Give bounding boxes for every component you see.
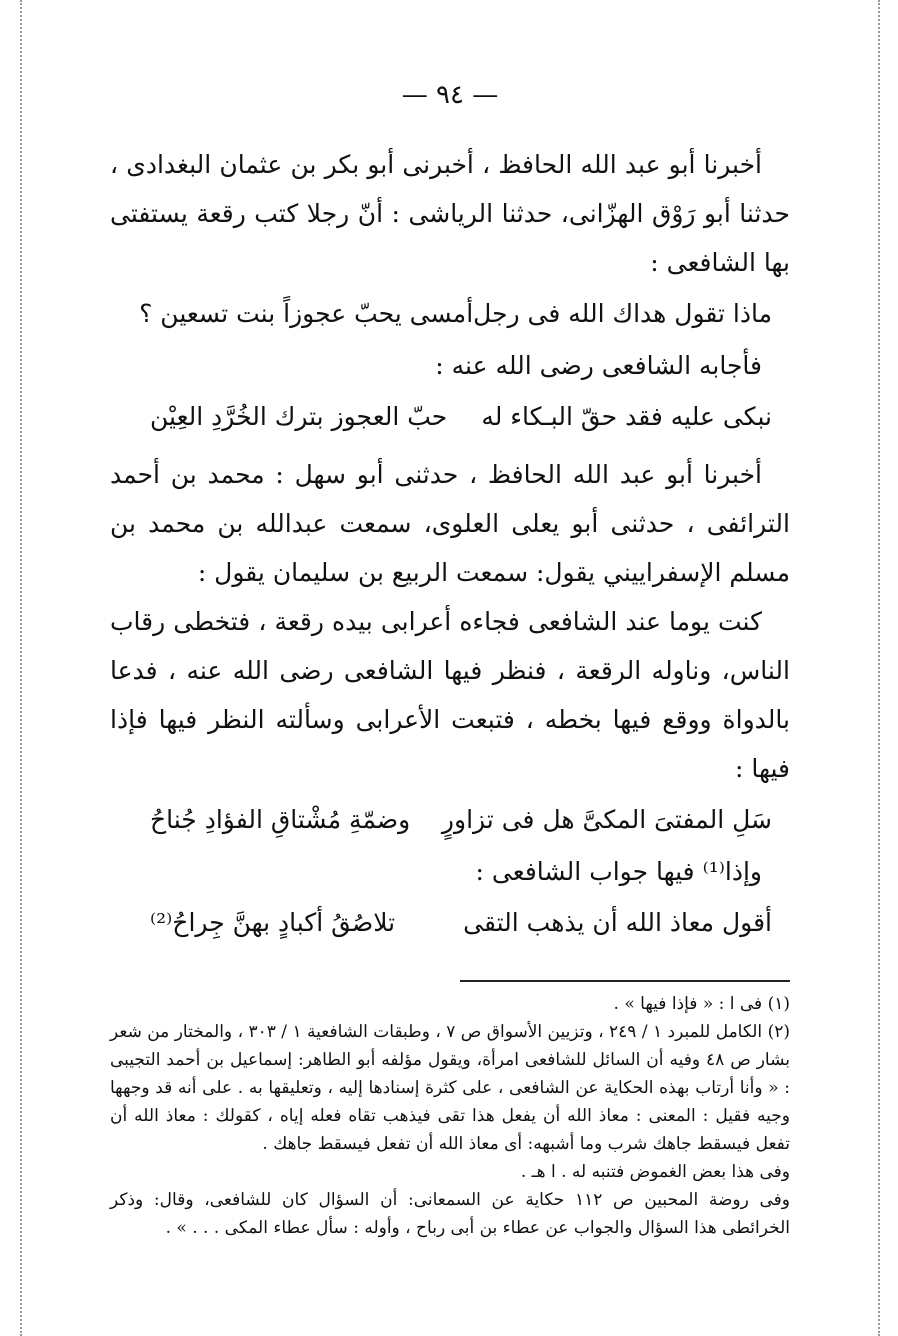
verse-4 — [110, 896, 790, 950]
footnotes — [110, 990, 790, 1242]
verse-3-second-hemistich: وضمّةِ مُشْتاقِ الفؤادِ جُناحُ — [150, 805, 411, 834]
verse-4-second-hemistich: تلاصُقُ أكبادٍ بهنَّ جِراحُ⁽²⁾ — [150, 908, 396, 937]
verse-1 — [110, 287, 790, 341]
footnote-1: (١) فى ا : « فإذا فيها » . — [613, 994, 790, 1014]
verse-4-first-hemistich: أقول معاذ الله أن يذهب التقى — [463, 908, 772, 937]
paragraph-4: كنت يوما عند الشافعى فجاءه أعرابى بيده رقعة ، فتخطى رقاب الناس، وناوله الرقعة ، فنظر فيها الشافعى رضى الله عنه ، فدعا بالدواة ووقع فيها بخطه ، فتبعت الأعرابى وسألته النظر فيها فإذا فيها : — [110, 607, 790, 783]
page-number: — ٩٤ — — [401, 80, 499, 110]
verse-1-second-hemistich: أمسى يحبّ عجوزاً بنت تسعين ؟ — [139, 299, 474, 328]
verse-1-first-hemistich: ماذا تقول هداك الله فى رجل — [473, 299, 772, 328]
verse-2-second-hemistich: حبّ العجوز بترك الخُرَّدِ العِيْن — [150, 402, 448, 431]
paragraph-5: وإذا⁽¹⁾ فيها جواب الشافعى : — [475, 857, 762, 886]
footnote-2: (٢) الكامل للمبرد ١ / ٢٤٩ ، وتزيين الأسواق ص ٧ ، وطبقات الشافعية ١ / ٣٠٣ ، والمختار من شعر بشار ص ٤٨ وفيه أن السائل للشافعى امرأة، ويقول مؤلفه أبو الطاهر: إسماعيل بن أحمد التجيبى : « وأنا أرتاب بهذه الحكاية عن الشافعى ، على كثرة إسنادها إليه ، وتعليقها به . على أنه قد وجهها وجيه فقيل : المعنى : معاذ الله أن يفعل هذا تقى فيذهب تقاه فعله إياه ، كقولك : معاذ الله أن تفعل فيسقط جاهك شرب وما أشبهه: أى معاذ الله أن تفعل فيسقط جاهك . — [110, 1022, 790, 1154]
footnote-separator — [460, 980, 790, 982]
verse-2 — [110, 390, 790, 444]
verse-3-first-hemistich: سَلِ المفتىَ المكىَّ هل فى تزاورٍ — [441, 805, 772, 834]
verse-2-first-hemistich: نبكى عليه فقد حقّ البـكاء له — [481, 402, 772, 431]
footnote-2-continuation: وفى هذا بعض الغموض فتنبه له . ا هـ . — [520, 1162, 790, 1182]
paragraph-3: أخبرنا أبو عبد الله الحافظ ، حدثنى أبو سهل : محمد بن أحمد الترائفى ، حدثنى أبو يعلى العلوى، سمعت عبدالله بن محمد بن مسلم الإسفراييني يقول: سمعت الربيع بن سليمان يقول : — [110, 460, 790, 587]
book-page — [110, 80, 790, 1242]
right-margin-dots — [878, 0, 880, 1336]
verse-3 — [110, 793, 790, 847]
main-text — [110, 140, 790, 950]
paragraph-1: أخبرنا أبو عبد الله الحافظ ، أخبرنى أبو بكر بن عثمان البغدادى ، حدثنا أبو رَوْق الهزّانى، حدثنا الرياشى : أنّ رجلا كتب رقعة يستفتى بها الشافعى : — [110, 150, 790, 277]
left-margin-dots — [20, 0, 22, 1336]
footnote-2-source: وفى روضة المحبين ص ١١٢ حكاية عن السمعانى: أن السؤال كان للشافعى، وقال: وذكر الخرائطى هذا السؤال والجواب عن عطاء بن أبى رباح ، وأوله : سأل عطاء المكى . . . » . — [110, 1190, 791, 1238]
paragraph-2: فأجابه الشافعى رضى الله عنه : — [435, 351, 762, 380]
